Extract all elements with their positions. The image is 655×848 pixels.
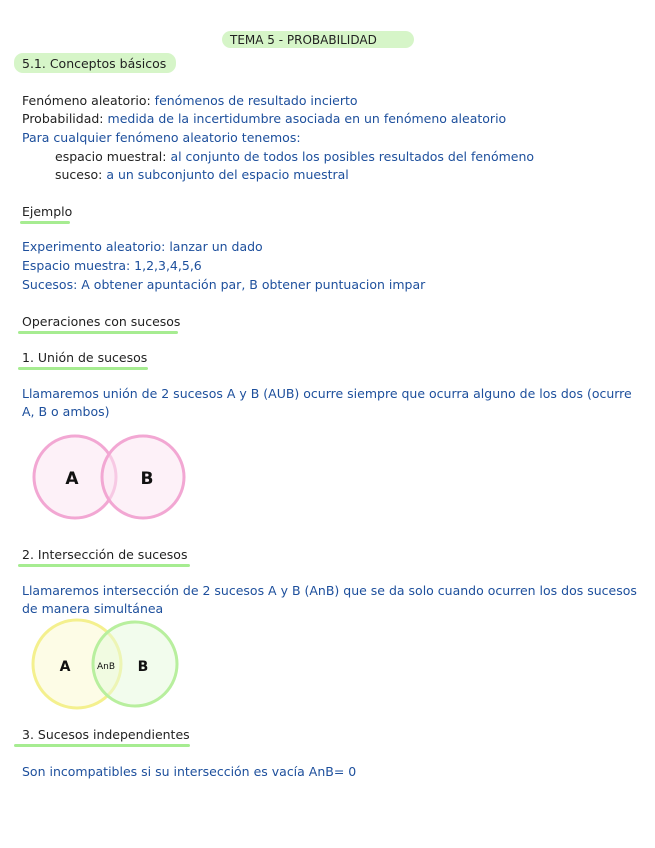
definition-probabilidad <box>22 111 506 127</box>
union-heading: 1. Unión de sucesos <box>22 350 148 365</box>
union-label-b: B <box>140 469 154 489</box>
page-title: TEMA 5 - PROBABILIDAD <box>230 33 377 47</box>
probabilidad-definition: medida de la incertidumbre asociada en un fenómeno aleatorio <box>107 111 507 126</box>
operaciones-underline <box>18 331 178 334</box>
fenomeno-definition: fenómenos de resultado incierto <box>154 93 358 108</box>
interseccion-venn-diagram <box>25 614 195 714</box>
definition-suceso <box>55 167 349 183</box>
espacio-term: espacio muestral: <box>55 149 167 164</box>
fenomeno-term: Fenómeno aleatorio: <box>22 93 151 108</box>
union-underline <box>18 367 148 370</box>
suceso-definition: a un subconjunto del espacio muestral <box>106 167 349 182</box>
ejemplo-line-2: Espacio muestra: 1,2,3,4,5,6 <box>22 258 202 273</box>
espacio-definition: al conjunto de todos los posibles resultados del fenómeno <box>170 149 535 164</box>
interseccion-label-ab: AnB <box>96 662 116 672</box>
interseccion-label-b: B <box>137 659 149 675</box>
ejemplo-line-3: Sucesos: A obtener apuntación par, B obtener puntuacion impar <box>22 277 426 292</box>
independientes-underline <box>14 744 190 747</box>
ejemplo-underline <box>20 221 70 224</box>
independientes-text: Son incompatibles si su intersección es vacía AnB= 0 <box>22 764 357 779</box>
interseccion-label-a: A <box>59 659 71 675</box>
independientes-heading: 3. Sucesos independientes <box>22 727 190 742</box>
union-label-a: A <box>65 469 79 489</box>
suceso-term: suceso: <box>55 167 103 182</box>
interseccion-heading: 2. Intersección de sucesos <box>22 547 188 562</box>
union-text: Llamaremos unión de 2 sucesos A y B (AUB) ocurre siempre que ocurra alguno de los dos (ocurre A, B o ambos) <box>22 386 632 419</box>
operaciones-heading: Operaciones con sucesos <box>22 314 181 329</box>
definition-espacio-muestral <box>55 149 534 165</box>
probabilidad-term: Probabilidad: <box>22 111 104 126</box>
definition-fenomeno <box>22 93 358 109</box>
definitions-intro: Para cualquier fenómeno aleatorio tenemos: <box>22 130 301 145</box>
ejemplo-line-1: Experimento aleatorio: lanzar un dado <box>22 239 263 254</box>
union-venn-diagram <box>25 432 195 532</box>
interseccion-text: Llamaremos intersección de 2 sucesos A y B (AnB) que se da solo cuando ocurren los dos sucesos de manera simultánea <box>22 583 637 616</box>
ejemplo-heading: Ejemplo <box>22 204 73 219</box>
section-title: 5.1. Conceptos básicos <box>22 56 167 71</box>
interseccion-underline <box>18 564 190 567</box>
